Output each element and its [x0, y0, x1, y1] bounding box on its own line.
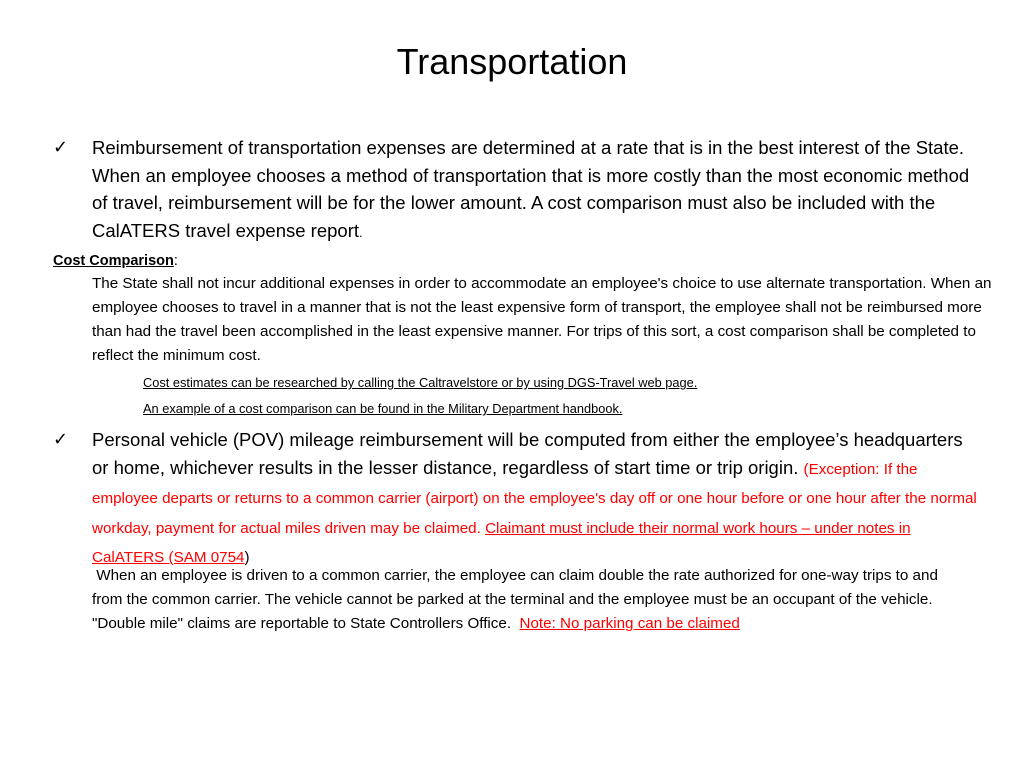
checkmark-icon: ✓ [53, 429, 69, 449]
pov-mileage-text: Personal vehicle (POV) mileage reimbursement will be computed from either the employee’s headquarters or home, whichever results in the lesser distance, regardless of start time or trip origin. [92, 429, 963, 478]
cost-comparison-heading [53, 250, 993, 272]
claimant-note: Claimant must include their normal work hours – under notes in CalATERS (SAM 0754 [92, 519, 911, 566]
cost-comparison-body: The State shall not incur additional expenses in order to accommodate an employee's choice to use alternate transportation. When an employee chooses to travel in a manner that is not the least expensive form of transport, the employee shall not be reimbursed more than had the travel been accomplished in the least expensive manner. For trips of this sort, a cost comparison shall be completed to reflect the minimum cost. [92, 275, 992, 364]
cost-comparison-label: Cost Comparison [53, 253, 174, 269]
no-parking-note: Note: No parking can be claimed [519, 615, 740, 632]
slide-title: Transportation [396, 41, 628, 82]
cost-estimates-link[interactable]: Cost estimates can be researched by calling the Caltravelstore or by using DGS-Travel web page. [143, 375, 698, 390]
checkmark-icon: ✓ [53, 137, 69, 157]
cost-comparison-example-link[interactable]: An example of a cost comparison can be found in the Military Department handbook. [143, 401, 623, 416]
closing-paren: ) [244, 549, 250, 566]
bullet-reimbursement-period: . [359, 224, 363, 240]
cost-comparison-colon: : [173, 253, 178, 269]
bullet-pov-mileage [92, 426, 982, 572]
common-carrier-paragraph [92, 564, 972, 636]
common-carrier-text: When an employee is driven to a common carrier, the employee can claim double the rate authorized for one-way trips to and from the common carrier. The vehicle cannot be parked at the terminal and the employee must be an occupant of the vehicle. "Double mile" claims are reportable to State Controllers Office. [92, 567, 938, 632]
bullet-reimbursement [92, 134, 982, 246]
bullet-reimbursement-text: Reimbursement of transportation expenses are determined at a rate that is in the best interest of the State. When an employee chooses a method of transportation that is more costly than the most economic method of travel, reimbursement will be for the lower amount. A cost comparison must also be included with the CalATERS travel expense report [92, 137, 970, 241]
exception-text: (Exception: If the employee departs or returns to a common carrier (airport) on the employee's day off or one hour before or one hour after the normal workday, payment for actual miles driven may be claimed. [92, 460, 977, 537]
